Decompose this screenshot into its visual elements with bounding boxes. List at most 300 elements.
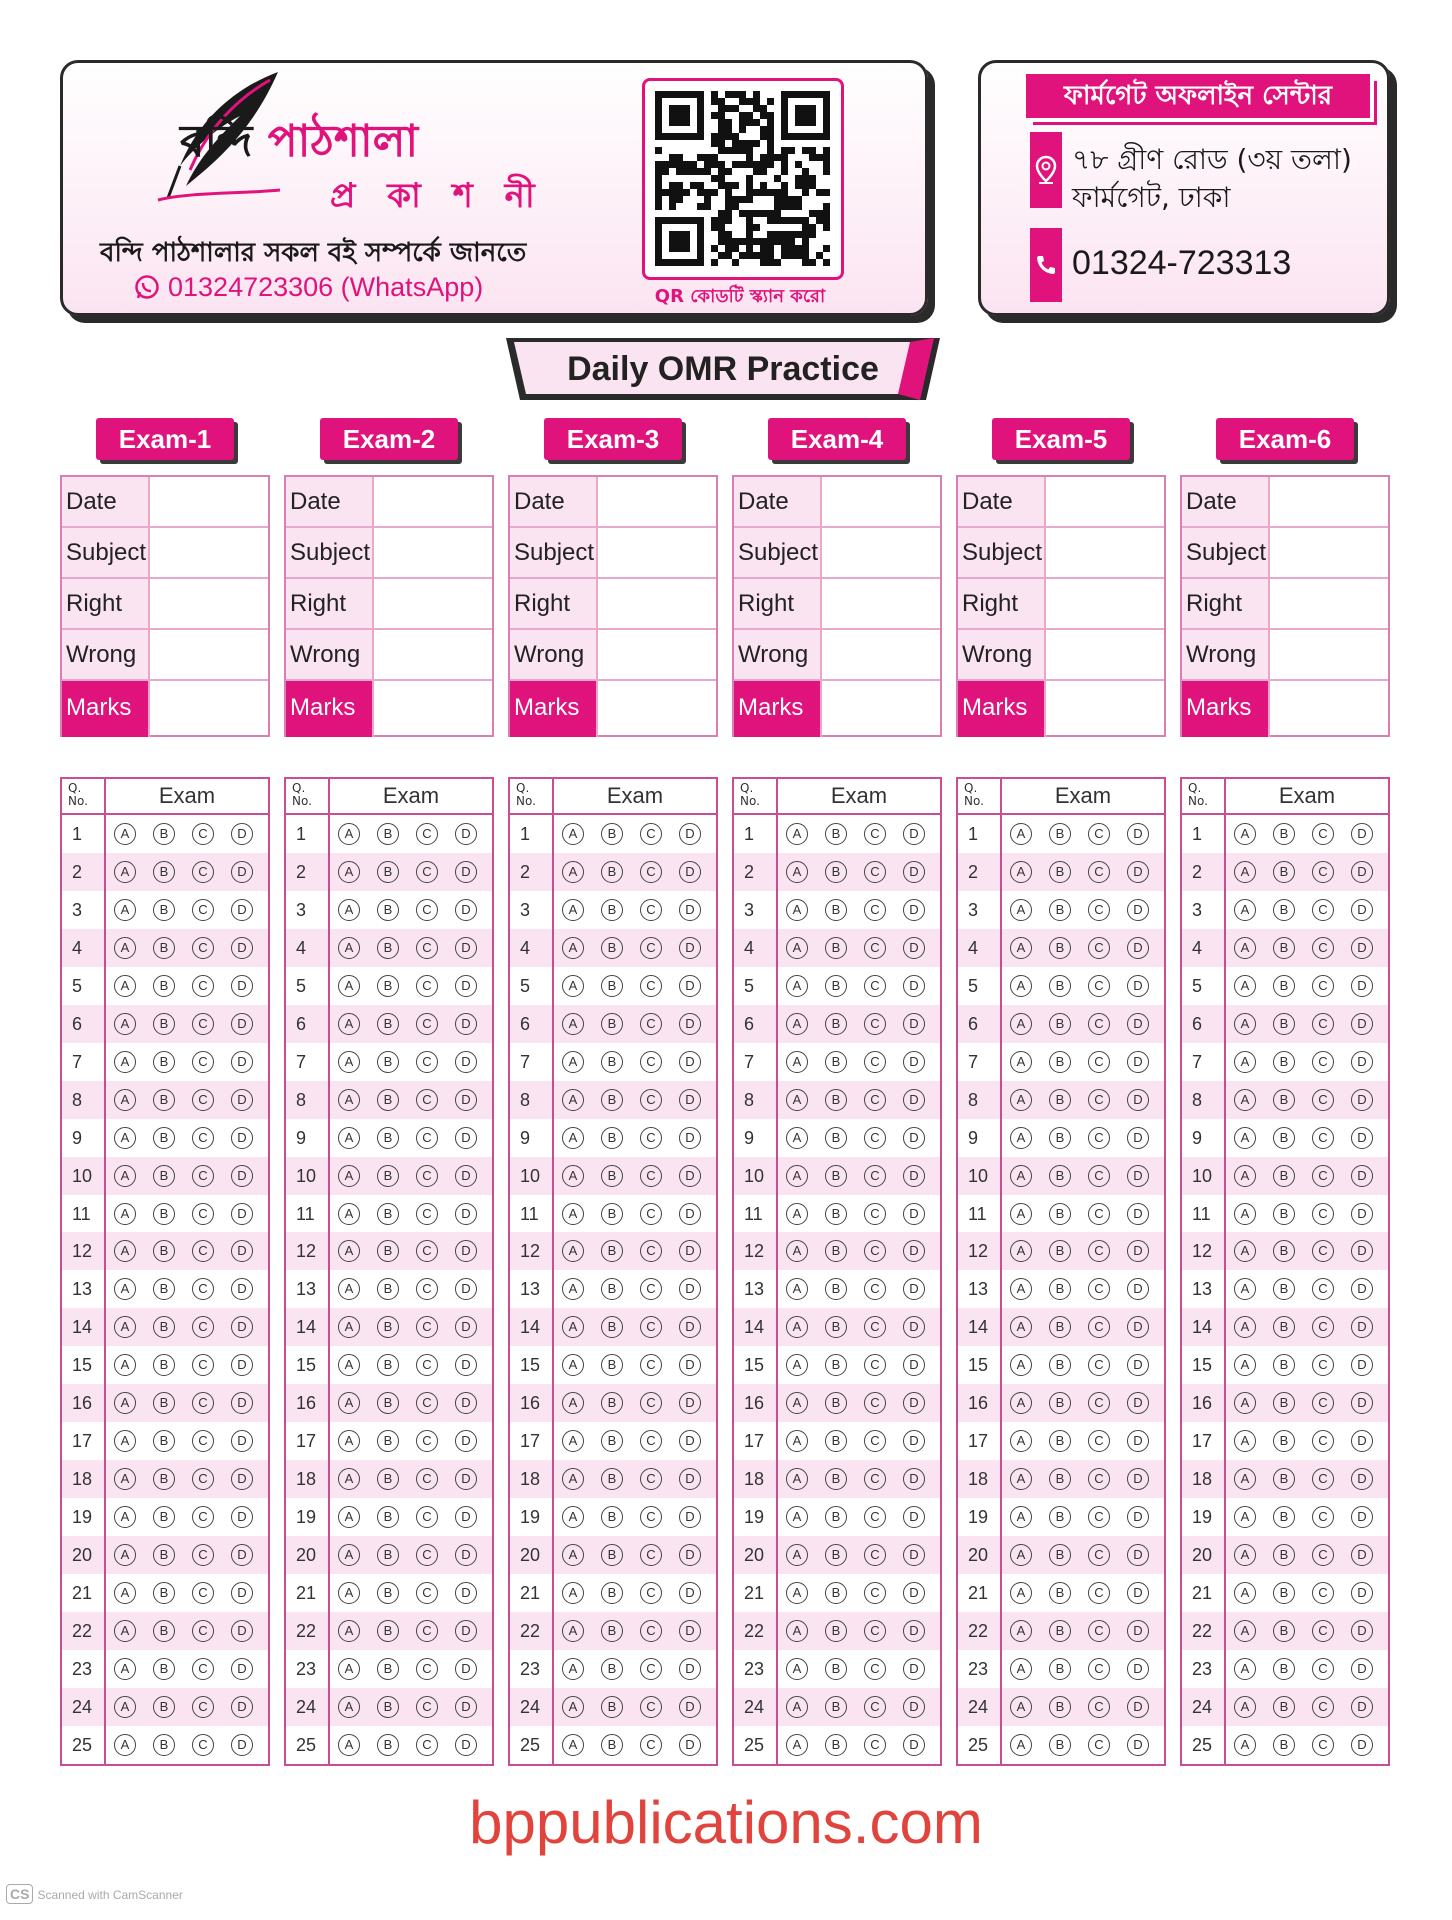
answer-bubble[interactable]: D — [1127, 1013, 1149, 1035]
answer-bubble[interactable]: A — [1010, 1430, 1032, 1452]
info-field[interactable] — [374, 528, 492, 577]
answer-bubble[interactable]: A — [786, 1316, 808, 1338]
answer-bubble[interactable]: B — [377, 1203, 399, 1225]
answer-bubble[interactable]: A — [338, 1165, 360, 1187]
answer-bubble[interactable]: A — [1234, 1240, 1256, 1262]
answer-bubble[interactable]: C — [640, 975, 662, 997]
answer-bubble[interactable]: A — [114, 899, 136, 921]
answer-bubble[interactable]: C — [192, 823, 214, 845]
answer-bubble[interactable]: D — [903, 1354, 925, 1376]
answer-bubble[interactable]: A — [786, 1506, 808, 1528]
answer-bubble[interactable]: A — [114, 823, 136, 845]
answer-bubble[interactable]: A — [1010, 1316, 1032, 1338]
answer-bubble[interactable]: D — [1127, 1392, 1149, 1414]
answer-bubble[interactable]: C — [1088, 899, 1110, 921]
answer-bubble[interactable]: B — [825, 1544, 847, 1566]
answer-bubble[interactable]: C — [864, 1278, 886, 1300]
answer-bubble[interactable]: B — [601, 975, 623, 997]
answer-bubble[interactable]: C — [864, 1506, 886, 1528]
answer-bubble[interactable]: C — [1312, 861, 1334, 883]
answer-bubble[interactable]: C — [640, 937, 662, 959]
answer-bubble[interactable]: A — [786, 899, 808, 921]
answer-bubble[interactable]: A — [786, 823, 808, 845]
answer-bubble[interactable]: A — [562, 1203, 584, 1225]
answer-bubble[interactable]: B — [377, 1051, 399, 1073]
answer-bubble[interactable]: A — [1234, 1278, 1256, 1300]
answer-bubble[interactable]: B — [153, 1127, 175, 1149]
info-field[interactable] — [1046, 477, 1164, 526]
answer-bubble[interactable]: B — [377, 1127, 399, 1149]
answer-bubble[interactable]: B — [601, 1506, 623, 1528]
answer-bubble[interactable]: C — [1088, 1089, 1110, 1111]
answer-bubble[interactable]: A — [786, 1165, 808, 1187]
qr-code[interactable] — [642, 78, 844, 280]
answer-bubble[interactable]: A — [338, 1696, 360, 1718]
whatsapp-number[interactable]: 01324723306 (WhatsApp) — [168, 272, 484, 302]
answer-bubble[interactable]: C — [640, 1051, 662, 1073]
answer-bubble[interactable]: A — [114, 1165, 136, 1187]
answer-bubble[interactable]: A — [786, 1544, 808, 1566]
answer-bubble[interactable]: A — [338, 1013, 360, 1035]
answer-bubble[interactable]: A — [1010, 1278, 1032, 1300]
answer-bubble[interactable]: C — [192, 899, 214, 921]
answer-bubble[interactable]: B — [153, 1316, 175, 1338]
answer-bubble[interactable]: B — [153, 1582, 175, 1604]
answer-bubble[interactable]: D — [455, 1127, 477, 1149]
answer-bubble[interactable]: B — [1273, 823, 1295, 845]
answer-bubble[interactable]: C — [416, 1354, 438, 1376]
answer-bubble[interactable]: A — [562, 1165, 584, 1187]
answer-bubble[interactable]: D — [231, 1013, 253, 1035]
answer-bubble[interactable]: B — [153, 823, 175, 845]
answer-bubble[interactable]: B — [153, 899, 175, 921]
answer-bubble[interactable]: D — [903, 1203, 925, 1225]
answer-bubble[interactable]: D — [1351, 1316, 1373, 1338]
answer-bubble[interactable]: B — [1049, 1620, 1071, 1642]
answer-bubble[interactable]: B — [1273, 1582, 1295, 1604]
answer-bubble[interactable]: A — [338, 823, 360, 845]
answer-bubble[interactable]: C — [864, 1127, 886, 1149]
answer-bubble[interactable]: B — [153, 1468, 175, 1490]
answer-bubble[interactable]: A — [1010, 1354, 1032, 1376]
answer-bubble[interactable]: A — [1234, 1013, 1256, 1035]
answer-bubble[interactable]: D — [1351, 823, 1373, 845]
answer-bubble[interactable]: D — [1127, 1203, 1149, 1225]
answer-bubble[interactable]: A — [562, 937, 584, 959]
answer-bubble[interactable]: C — [864, 1013, 886, 1035]
answer-bubble[interactable]: C — [1312, 1316, 1334, 1338]
answer-bubble[interactable]: B — [601, 1089, 623, 1111]
answer-bubble[interactable]: D — [1351, 1468, 1373, 1490]
answer-bubble[interactable]: C — [1088, 1240, 1110, 1262]
answer-bubble[interactable]: B — [153, 1506, 175, 1528]
answer-bubble[interactable]: B — [825, 1127, 847, 1149]
answer-bubble[interactable]: B — [377, 1354, 399, 1376]
answer-bubble[interactable]: A — [1234, 1734, 1256, 1756]
answer-bubble[interactable]: C — [1312, 1240, 1334, 1262]
answer-bubble[interactable]: B — [377, 1544, 399, 1566]
answer-bubble[interactable]: D — [1127, 1278, 1149, 1300]
answer-bubble[interactable]: A — [114, 1544, 136, 1566]
answer-bubble[interactable]: C — [1088, 1051, 1110, 1073]
answer-bubble[interactable]: D — [1127, 899, 1149, 921]
answer-bubble[interactable]: A — [338, 1506, 360, 1528]
answer-bubble[interactable]: A — [786, 1051, 808, 1073]
answer-bubble[interactable]: A — [338, 1354, 360, 1376]
answer-bubble[interactable]: D — [1127, 937, 1149, 959]
answer-bubble[interactable]: D — [231, 1127, 253, 1149]
answer-bubble[interactable]: D — [1351, 1240, 1373, 1262]
answer-bubble[interactable]: A — [1234, 1203, 1256, 1225]
answer-bubble[interactable]: A — [114, 975, 136, 997]
answer-bubble[interactable]: A — [114, 1468, 136, 1490]
answer-bubble[interactable]: C — [1088, 1278, 1110, 1300]
answer-bubble[interactable]: C — [1088, 1696, 1110, 1718]
answer-bubble[interactable]: A — [114, 1354, 136, 1376]
answer-bubble[interactable]: A — [114, 1620, 136, 1642]
answer-bubble[interactable]: A — [1010, 1127, 1032, 1149]
answer-bubble[interactable]: C — [640, 1165, 662, 1187]
answer-bubble[interactable]: C — [1088, 1354, 1110, 1376]
answer-bubble[interactable]: B — [377, 1240, 399, 1262]
answer-bubble[interactable]: C — [1312, 1430, 1334, 1452]
answer-bubble[interactable]: B — [1049, 1430, 1071, 1452]
answer-bubble[interactable]: A — [786, 1127, 808, 1149]
answer-bubble[interactable]: B — [153, 1165, 175, 1187]
info-field[interactable] — [150, 579, 268, 628]
answer-bubble[interactable]: D — [231, 1468, 253, 1490]
answer-bubble[interactable]: A — [786, 1089, 808, 1111]
answer-bubble[interactable]: A — [338, 1392, 360, 1414]
answer-bubble[interactable]: B — [825, 975, 847, 997]
answer-bubble[interactable]: C — [1088, 1658, 1110, 1680]
answer-bubble[interactable]: B — [1273, 1544, 1295, 1566]
answer-bubble[interactable]: A — [1010, 975, 1032, 997]
info-field[interactable] — [150, 528, 268, 577]
answer-bubble[interactable]: C — [192, 1696, 214, 1718]
info-field[interactable] — [1046, 681, 1164, 737]
answer-bubble[interactable]: D — [455, 937, 477, 959]
answer-bubble[interactable]: C — [1312, 1127, 1334, 1149]
answer-bubble[interactable]: A — [562, 1013, 584, 1035]
answer-bubble[interactable]: B — [377, 1278, 399, 1300]
answer-bubble[interactable]: D — [903, 1165, 925, 1187]
answer-bubble[interactable]: D — [679, 1620, 701, 1642]
answer-bubble[interactable]: D — [679, 1354, 701, 1376]
answer-bubble[interactable]: D — [903, 1658, 925, 1680]
answer-bubble[interactable]: C — [640, 1582, 662, 1604]
answer-bubble[interactable]: C — [192, 861, 214, 883]
answer-bubble[interactable]: B — [601, 1544, 623, 1566]
answer-bubble[interactable]: C — [416, 823, 438, 845]
answer-bubble[interactable]: B — [1273, 1165, 1295, 1187]
answer-bubble[interactable]: B — [153, 1734, 175, 1756]
answer-bubble[interactable]: C — [416, 1392, 438, 1414]
answer-bubble[interactable]: D — [1351, 1734, 1373, 1756]
answer-bubble[interactable]: B — [377, 1620, 399, 1642]
answer-bubble[interactable]: C — [864, 1430, 886, 1452]
answer-bubble[interactable]: D — [903, 1468, 925, 1490]
answer-bubble[interactable]: C — [192, 1544, 214, 1566]
answer-bubble[interactable]: C — [1312, 1696, 1334, 1718]
answer-bubble[interactable]: A — [1010, 1506, 1032, 1528]
answer-bubble[interactable]: B — [377, 1658, 399, 1680]
answer-bubble[interactable]: B — [1273, 1658, 1295, 1680]
answer-bubble[interactable]: B — [1049, 1734, 1071, 1756]
info-field[interactable] — [1046, 630, 1164, 679]
answer-bubble[interactable]: A — [562, 861, 584, 883]
answer-bubble[interactable]: C — [192, 1506, 214, 1528]
answer-bubble[interactable]: C — [640, 1203, 662, 1225]
answer-bubble[interactable]: A — [1010, 1696, 1032, 1718]
answer-bubble[interactable]: D — [1127, 1696, 1149, 1718]
answer-bubble[interactable]: C — [864, 861, 886, 883]
answer-bubble[interactable]: D — [455, 1051, 477, 1073]
answer-bubble[interactable]: C — [192, 1013, 214, 1035]
answer-bubble[interactable]: B — [153, 1051, 175, 1073]
answer-bubble[interactable]: B — [153, 1013, 175, 1035]
answer-bubble[interactable]: A — [338, 1658, 360, 1680]
answer-bubble[interactable]: B — [1049, 1582, 1071, 1604]
answer-bubble[interactable]: C — [1312, 1013, 1334, 1035]
answer-bubble[interactable]: D — [1127, 1051, 1149, 1073]
answer-bubble[interactable]: C — [192, 1582, 214, 1604]
answer-bubble[interactable]: C — [416, 1240, 438, 1262]
answer-bubble[interactable]: B — [153, 1544, 175, 1566]
answer-bubble[interactable]: D — [679, 861, 701, 883]
answer-bubble[interactable]: B — [377, 1696, 399, 1718]
answer-bubble[interactable]: C — [864, 1468, 886, 1490]
answer-bubble[interactable]: A — [1234, 1620, 1256, 1642]
answer-bubble[interactable]: A — [1010, 1203, 1032, 1225]
answer-bubble[interactable]: D — [903, 1582, 925, 1604]
answer-bubble[interactable]: B — [377, 1430, 399, 1452]
answer-bubble[interactable]: B — [601, 1316, 623, 1338]
answer-bubble[interactable]: B — [153, 1240, 175, 1262]
answer-bubble[interactable]: B — [601, 1620, 623, 1642]
info-field[interactable] — [374, 630, 492, 679]
answer-bubble[interactable]: C — [416, 1620, 438, 1642]
answer-bubble[interactable]: A — [1010, 1544, 1032, 1566]
answer-bubble[interactable]: B — [1273, 1392, 1295, 1414]
answer-bubble[interactable]: C — [416, 899, 438, 921]
answer-bubble[interactable]: B — [825, 1316, 847, 1338]
answer-bubble[interactable]: C — [1088, 1203, 1110, 1225]
answer-bubble[interactable]: B — [1273, 975, 1295, 997]
answer-bubble[interactable]: D — [231, 1696, 253, 1718]
answer-bubble[interactable]: A — [1010, 823, 1032, 845]
answer-bubble[interactable]: C — [192, 1354, 214, 1376]
answer-bubble[interactable]: D — [231, 1658, 253, 1680]
answer-bubble[interactable]: B — [1273, 1430, 1295, 1452]
answer-bubble[interactable]: A — [338, 1278, 360, 1300]
answer-bubble[interactable]: D — [231, 1089, 253, 1111]
answer-bubble[interactable]: C — [864, 1316, 886, 1338]
answer-bubble[interactable]: D — [903, 1392, 925, 1414]
answer-bubble[interactable]: C — [1088, 1316, 1110, 1338]
answer-bubble[interactable]: A — [562, 1278, 584, 1300]
answer-bubble[interactable]: B — [601, 861, 623, 883]
answer-bubble[interactable]: A — [1010, 1468, 1032, 1490]
answer-bubble[interactable]: B — [825, 1620, 847, 1642]
answer-bubble[interactable]: A — [562, 1240, 584, 1262]
answer-bubble[interactable]: D — [1127, 1658, 1149, 1680]
answer-bubble[interactable]: A — [338, 1582, 360, 1604]
answer-bubble[interactable]: B — [1049, 1089, 1071, 1111]
answer-bubble[interactable]: A — [786, 1392, 808, 1414]
answer-bubble[interactable]: A — [1010, 861, 1032, 883]
answer-bubble[interactable]: B — [1049, 899, 1071, 921]
answer-bubble[interactable]: A — [562, 1582, 584, 1604]
answer-bubble[interactable]: C — [864, 823, 886, 845]
answer-bubble[interactable]: D — [679, 975, 701, 997]
answer-bubble[interactable]: D — [1351, 1430, 1373, 1452]
answer-bubble[interactable]: B — [601, 1468, 623, 1490]
answer-bubble[interactable]: A — [338, 1544, 360, 1566]
answer-bubble[interactable]: D — [1127, 1165, 1149, 1187]
answer-bubble[interactable]: B — [153, 1620, 175, 1642]
answer-bubble[interactable]: B — [1049, 1051, 1071, 1073]
answer-bubble[interactable]: B — [1049, 1544, 1071, 1566]
answer-bubble[interactable]: B — [1273, 1051, 1295, 1073]
answer-bubble[interactable]: D — [679, 899, 701, 921]
answer-bubble[interactable]: B — [825, 937, 847, 959]
answer-bubble[interactable]: A — [1234, 1165, 1256, 1187]
answer-bubble[interactable]: C — [1088, 1468, 1110, 1490]
answer-bubble[interactable]: A — [114, 1127, 136, 1149]
answer-bubble[interactable]: B — [153, 1392, 175, 1414]
answer-bubble[interactable]: B — [825, 1354, 847, 1376]
answer-bubble[interactable]: C — [416, 1165, 438, 1187]
answer-bubble[interactable]: C — [1088, 1734, 1110, 1756]
answer-bubble[interactable]: D — [679, 823, 701, 845]
center-phone-number[interactable]: 01324-723313 — [1072, 244, 1292, 282]
answer-bubble[interactable]: C — [640, 823, 662, 845]
answer-bubble[interactable]: A — [114, 1392, 136, 1414]
answer-bubble[interactable]: C — [640, 1392, 662, 1414]
answer-bubble[interactable]: D — [455, 1506, 477, 1528]
answer-bubble[interactable]: B — [1049, 1127, 1071, 1149]
answer-bubble[interactable]: C — [640, 1506, 662, 1528]
answer-bubble[interactable]: D — [1127, 1506, 1149, 1528]
answer-bubble[interactable]: D — [455, 1165, 477, 1187]
answer-bubble[interactable]: A — [786, 1278, 808, 1300]
answer-bubble[interactable]: C — [1088, 1620, 1110, 1642]
answer-bubble[interactable]: B — [377, 975, 399, 997]
answer-bubble[interactable]: C — [416, 1127, 438, 1149]
answer-bubble[interactable]: B — [1273, 1696, 1295, 1718]
answer-bubble[interactable]: A — [1010, 1013, 1032, 1035]
answer-bubble[interactable]: D — [1351, 1544, 1373, 1566]
answer-bubble[interactable]: C — [192, 1392, 214, 1414]
answer-bubble[interactable]: D — [231, 1165, 253, 1187]
answer-bubble[interactable]: B — [153, 1089, 175, 1111]
answer-bubble[interactable]: D — [231, 1430, 253, 1452]
answer-bubble[interactable]: D — [455, 1696, 477, 1718]
answer-bubble[interactable]: C — [192, 1089, 214, 1111]
answer-bubble[interactable]: D — [455, 1544, 477, 1566]
answer-bubble[interactable]: C — [1312, 1506, 1334, 1528]
answer-bubble[interactable]: B — [153, 975, 175, 997]
answer-bubble[interactable]: D — [1127, 1089, 1149, 1111]
answer-bubble[interactable]: D — [1127, 1582, 1149, 1604]
answer-bubble[interactable]: A — [338, 937, 360, 959]
answer-bubble[interactable]: D — [679, 1240, 701, 1262]
answer-bubble[interactable]: B — [1273, 1278, 1295, 1300]
answer-bubble[interactable]: D — [903, 1127, 925, 1149]
answer-bubble[interactable]: D — [679, 1506, 701, 1528]
answer-bubble[interactable]: C — [864, 975, 886, 997]
answer-bubble[interactable]: C — [416, 1696, 438, 1718]
answer-bubble[interactable]: A — [1234, 1354, 1256, 1376]
info-field[interactable] — [374, 477, 492, 526]
answer-bubble[interactable]: A — [114, 1658, 136, 1680]
answer-bubble[interactable]: C — [192, 937, 214, 959]
answer-bubble[interactable]: D — [231, 975, 253, 997]
answer-bubble[interactable]: C — [192, 1468, 214, 1490]
answer-bubble[interactable]: B — [1049, 1696, 1071, 1718]
info-field[interactable] — [150, 477, 268, 526]
answer-bubble[interactable]: C — [1312, 1278, 1334, 1300]
answer-bubble[interactable]: A — [338, 1620, 360, 1642]
answer-bubble[interactable]: B — [377, 937, 399, 959]
answer-bubble[interactable]: C — [864, 1089, 886, 1111]
answer-bubble[interactable]: D — [903, 1734, 925, 1756]
answer-bubble[interactable]: A — [562, 1127, 584, 1149]
info-field[interactable] — [1270, 579, 1388, 628]
answer-bubble[interactable]: B — [377, 1089, 399, 1111]
answer-bubble[interactable]: B — [601, 1127, 623, 1149]
answer-bubble[interactable]: A — [786, 1696, 808, 1718]
answer-bubble[interactable]: D — [1351, 899, 1373, 921]
answer-bubble[interactable]: C — [1088, 1165, 1110, 1187]
info-field[interactable] — [150, 681, 268, 737]
answer-bubble[interactable]: D — [1351, 1582, 1373, 1604]
answer-bubble[interactable]: A — [1010, 1165, 1032, 1187]
answer-bubble[interactable]: D — [679, 1013, 701, 1035]
answer-bubble[interactable]: C — [1312, 1544, 1334, 1566]
answer-bubble[interactable]: C — [416, 937, 438, 959]
answer-bubble[interactable]: B — [601, 1354, 623, 1376]
answer-bubble[interactable]: D — [231, 1392, 253, 1414]
answer-bubble[interactable]: D — [903, 1316, 925, 1338]
answer-bubble[interactable]: A — [562, 1354, 584, 1376]
answer-bubble[interactable]: A — [1010, 1051, 1032, 1073]
answer-bubble[interactable]: B — [1273, 1240, 1295, 1262]
answer-bubble[interactable]: B — [825, 1506, 847, 1528]
answer-bubble[interactable]: A — [1234, 1127, 1256, 1149]
answer-bubble[interactable]: C — [864, 1658, 886, 1680]
answer-bubble[interactable]: C — [192, 1658, 214, 1680]
answer-bubble[interactable]: D — [1351, 1506, 1373, 1528]
answer-bubble[interactable]: A — [562, 975, 584, 997]
answer-bubble[interactable]: D — [1351, 937, 1373, 959]
answer-bubble[interactable]: C — [416, 1468, 438, 1490]
answer-bubble[interactable]: D — [231, 1354, 253, 1376]
answer-bubble[interactable]: A — [114, 1734, 136, 1756]
answer-bubble[interactable]: C — [416, 975, 438, 997]
answer-bubble[interactable]: C — [640, 1013, 662, 1035]
answer-bubble[interactable]: B — [1049, 1392, 1071, 1414]
answer-bubble[interactable]: D — [1351, 1089, 1373, 1111]
answer-bubble[interactable]: D — [1351, 1127, 1373, 1149]
answer-bubble[interactable]: C — [192, 1734, 214, 1756]
info-field[interactable] — [598, 630, 716, 679]
answer-bubble[interactable]: C — [1312, 1392, 1334, 1414]
answer-bubble[interactable]: C — [640, 1544, 662, 1566]
answer-bubble[interactable]: A — [338, 1430, 360, 1452]
info-field[interactable] — [374, 681, 492, 737]
